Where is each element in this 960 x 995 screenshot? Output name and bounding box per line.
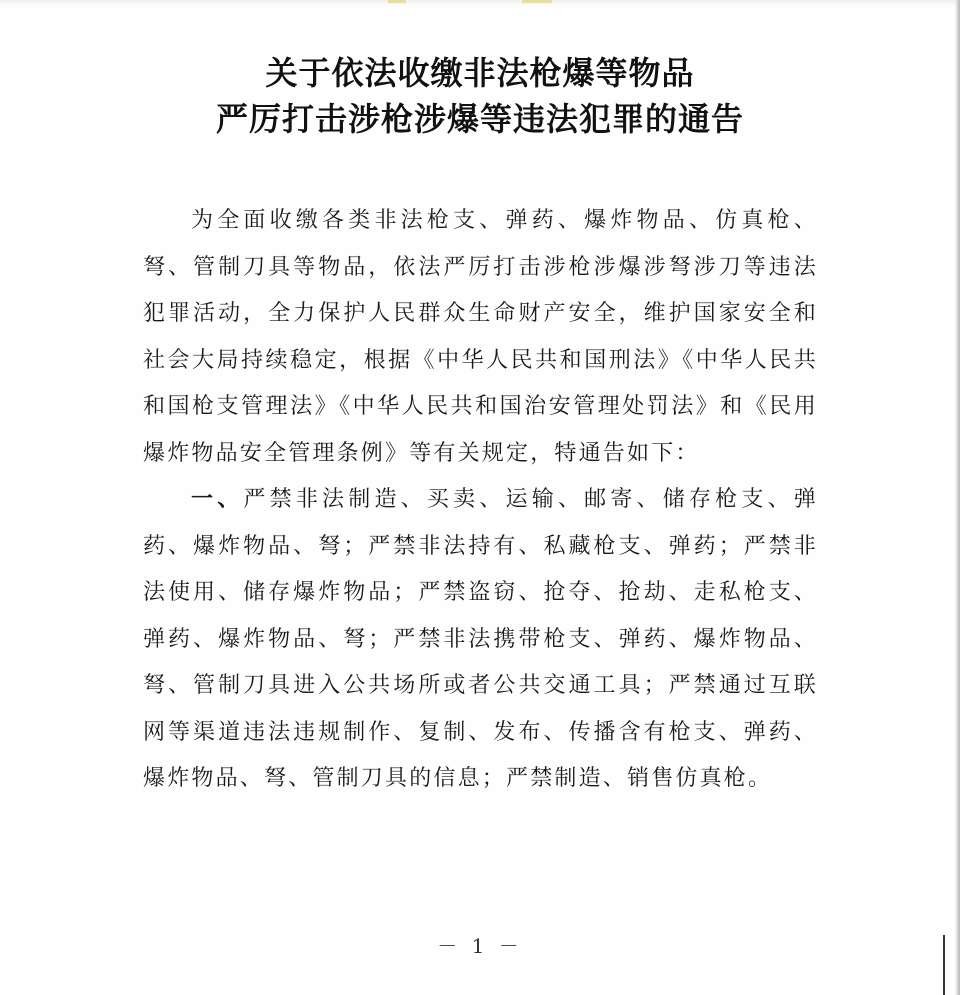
scan-shadow-top <box>0 0 960 6</box>
document-body <box>143 198 818 803</box>
item-text: 严禁非法制造、买卖、运输、邮寄、储存枪支、弹药、爆炸物品、弩；严禁非法持有、私藏枪支、弹药；严禁非法使用、储存爆炸物品；严禁盗窃、抢夺、抢劫、走私枪支、弹药、爆炸物品、弩；严禁非法携带枪支、弹药、爆炸物品、弩、管制刀具进入公共场所或者公共交通工具；严禁通过互联网等渠道违法违规制作、复制、发布、传播含有枪支、弹药、爆炸物品、弩、管制刀具的信息；严禁制造、销售仿真枪。 <box>143 487 818 791</box>
scan-mark <box>522 0 552 3</box>
title-line-2: 严厉打击涉枪涉爆等违法犯罪的通告 <box>215 100 744 138</box>
intro-paragraph: 为全面收缴各类非法枪支、弹药、爆炸物品、仿真枪、弩、管制刀具等物品，依法严厉打击涉枪涉爆涉弩涉刀等违法犯罪活动，全力保护人民群众生命财产安全，维护国家安全和社会大局持续稳定，根据《中华人民共和国刑法》《中华人民共和国枪支管理法》《中华人民共和国治安管理处罚法》和《民用爆炸物品安全管理条例》等有关规定，特通告如下： <box>143 208 818 466</box>
item-number: 一、 <box>191 487 244 512</box>
scan-mark <box>388 0 406 3</box>
item-paragraph-1 <box>143 477 818 803</box>
title-line-1: 关于依法收缴非法枪爆等物品 <box>265 54 695 92</box>
page-number: － 1 － <box>437 934 523 958</box>
document-title <box>0 50 960 142</box>
scan-shadow-right <box>955 0 960 995</box>
